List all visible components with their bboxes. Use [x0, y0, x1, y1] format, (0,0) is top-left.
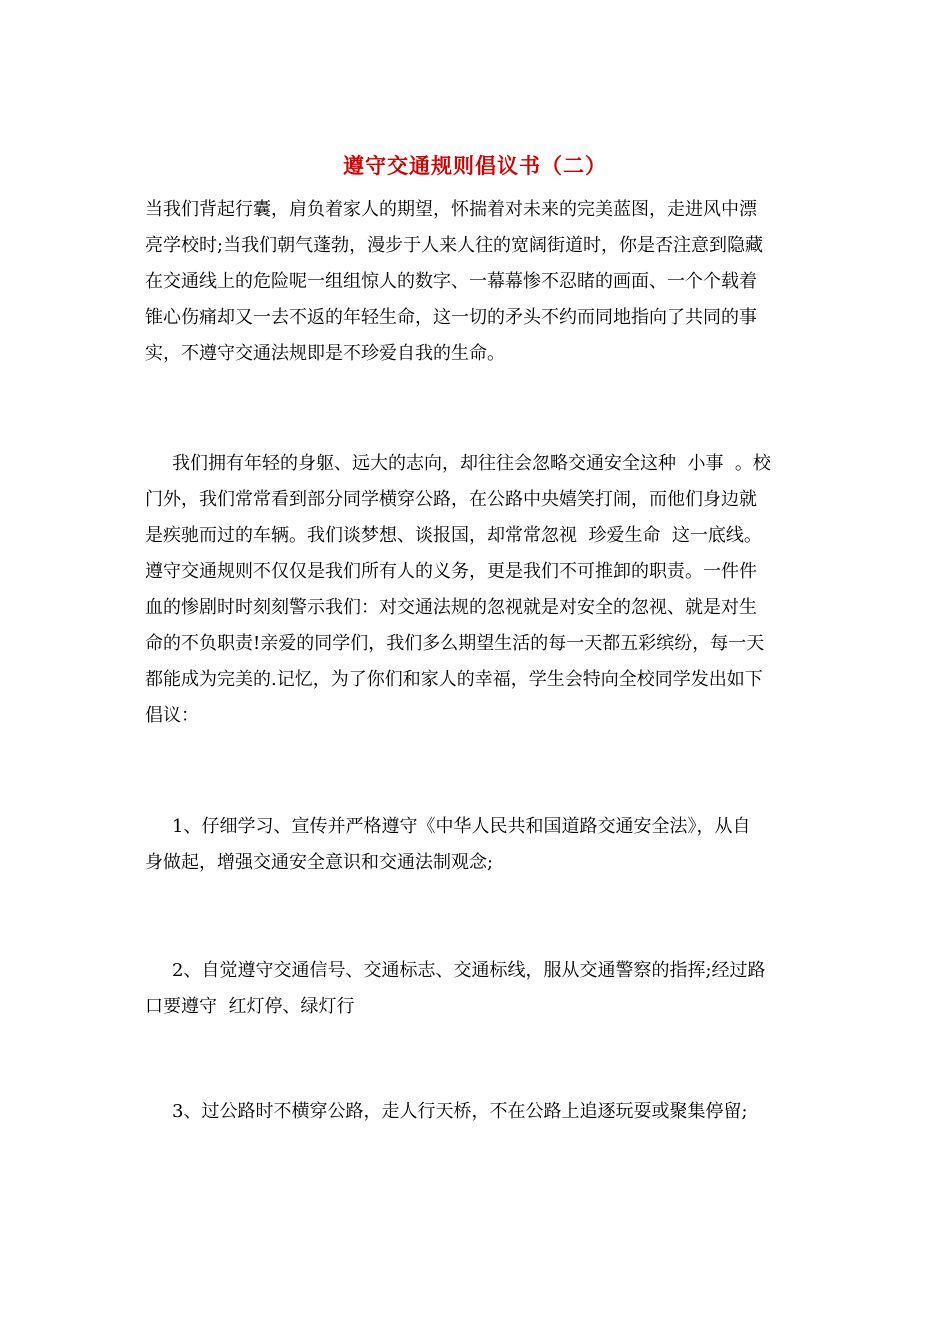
- paragraph-2-line-6: 命的不负职责!亲爱的同学们，我们多么期望生活的每一天都五彩缤纷，每一天: [145, 633, 765, 654]
- paragraph-2-line-1: 我们拥有年轻的身躯、远大的志向，却往往会忽略交通安全这种 小事 。校: [172, 453, 771, 474]
- item-2-line-1: 2、自觉遵守交通信号、交通标志、交通标线，服从交通警察的指挥;经过路: [172, 960, 766, 981]
- paragraph-1-line-5: 实，不遵守交通法规即是不珍爱自我的生命。: [145, 343, 505, 364]
- item-3-line-1: 3、过公路时不横穿公路，走人行天桥，不在公路上追逐玩耍或聚集停留;: [172, 1101, 748, 1122]
- paragraph-2-line-2: 门外，我们常常看到部分同学横穿公路，在公路中央嬉笑打闹，而他们身边就: [145, 489, 757, 510]
- paragraph-1-line-2: 亮学校时;当我们朝气蓬勃，漫步于人来人往的宽阔街道时，你是否注意到隐藏: [145, 235, 764, 256]
- paragraph-2-line-3: 是疾驰而过的车辆。我们谈梦想、谈报国，却常常忽视 珍爱生命 这一底线。: [145, 525, 762, 546]
- paragraph-2-line-7: 都能成为完美的.记忆，为了你们和家人的幸福，学生会特向全校同学发出如下: [145, 669, 763, 690]
- item-2-line-2: 口要遵守 红灯停、绿灯行: [145, 996, 355, 1017]
- paragraph-1-line-3: 在交通线上的危险呢一组组惊人的数字、一幕幕惨不忍睹的画面、一个个载着: [145, 271, 757, 292]
- document-title: 遵守交通规则倡议书（二）: [343, 153, 607, 178]
- paragraph-2-line-8: 倡议：: [145, 705, 199, 726]
- item-1-line-2: 身做起，增强交通安全意识和交通法制观念;: [145, 852, 494, 873]
- item-1-line-1: 1、仔细学习、宣传并严格遵守《中华人民共和国道路交通安全法》，从自: [172, 816, 751, 837]
- paragraph-2-line-5: 血的惨剧时时刻刻警示我们：对交通法规的忽视就是对安全的忽视、就是对生: [145, 597, 757, 618]
- paragraph-1-line-4: 锥心伤痛却又一去不返的年轻生命，这一切的矛头不约而同地指向了共同的事: [145, 307, 757, 328]
- paragraph-2-line-4: 遵守交通规则不仅仅是我们所有人的义务，更是我们不可推卸的职责。一件件: [145, 561, 757, 582]
- paragraph-1-line-1: 当我们背起行囊，肩负着家人的期望，怀揣着对未来的完美蓝图，走进风中漂: [145, 199, 757, 220]
